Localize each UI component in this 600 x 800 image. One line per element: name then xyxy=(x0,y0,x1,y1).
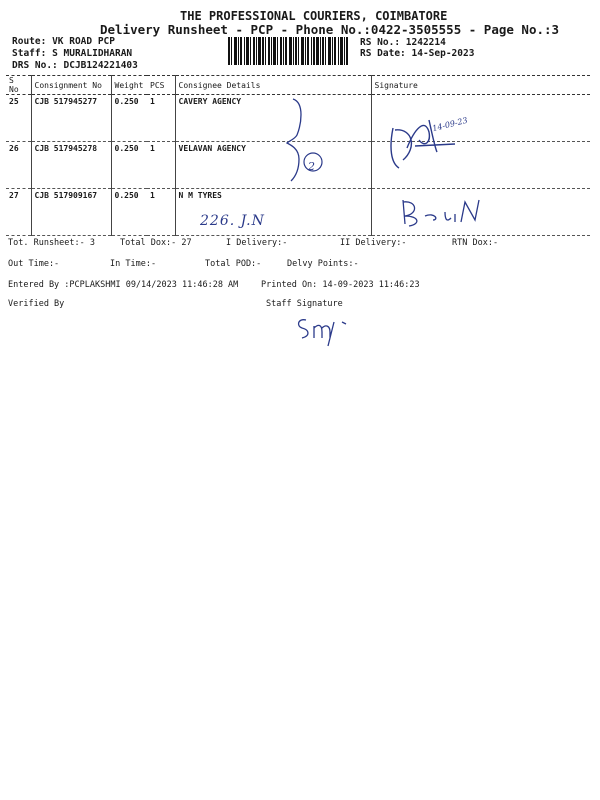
handwritten-count: 2 xyxy=(308,160,315,173)
staff-value: S MURALIDHARAN xyxy=(52,48,133,59)
staff-line xyxy=(12,48,132,59)
verified-by: Verified By xyxy=(8,299,65,309)
row-consignee: N M TYRES xyxy=(175,189,371,236)
row-weight: 0.250 xyxy=(111,189,147,236)
handwritten-date: 14-09-23 xyxy=(431,115,469,134)
row-pcs: 1 xyxy=(150,144,155,153)
drs-line xyxy=(12,60,138,71)
row-pcs: 1 xyxy=(150,191,155,200)
staff-label: Staff: xyxy=(12,48,47,59)
row-consignee: VELAVAN AGENCY xyxy=(175,142,371,189)
row-consignment: CJB 517945278 xyxy=(31,142,111,189)
row-weight: 0.250 xyxy=(111,95,147,142)
receiver-signature-row27 xyxy=(395,194,490,230)
row-consignee: CAVERY AGENCY xyxy=(175,95,371,142)
i-delivery: I Delivery:- xyxy=(226,238,288,248)
col-weight: Weight xyxy=(111,76,147,95)
rs-no-label: RS No.: xyxy=(360,37,401,48)
col-consignee: Consignee Details xyxy=(175,76,371,95)
table-header-row xyxy=(6,76,590,95)
total-dox: Total Dox:- 27 xyxy=(120,238,192,248)
tot-runsheet: Tot. Runsheet:- 3 xyxy=(8,238,95,248)
row-consignment: CJB 517909167 xyxy=(31,189,111,236)
printed-on: Printed On: 14-09-2023 11:46:23 xyxy=(261,280,420,290)
col-pcs: PCS xyxy=(150,80,165,90)
total-pod: Total POD:- xyxy=(205,259,262,269)
route-value: VK ROAD PCP xyxy=(52,36,115,47)
row-weight: 0.250 xyxy=(111,142,147,189)
runsheet-title: Delivery Runsheet - PCP - Phone No.:0422-3505555 - Page No.:3 xyxy=(100,22,560,37)
rs-date-label: RS Date: xyxy=(360,48,406,59)
delvy-points: Delvy Points:- xyxy=(287,259,359,269)
out-time: Out Time:- xyxy=(8,259,60,269)
row-sno: 27 xyxy=(9,191,19,200)
rtn-dox: RTN Dox:- xyxy=(452,238,499,248)
staff-signature-label: Staff Signature xyxy=(266,299,343,309)
row-pcs: 1 xyxy=(150,97,155,106)
col-consignment: Consignment No xyxy=(31,76,111,95)
row-consignment: CJB 517945277 xyxy=(31,95,111,142)
in-time: In Time:- xyxy=(110,259,157,269)
entered-by: Entered By :PCPLAKSHMI 09/14/2023 11:46:28 AM xyxy=(8,280,239,290)
barcode xyxy=(228,37,348,65)
rs-date-line xyxy=(360,48,474,59)
col-sno: S No xyxy=(9,76,19,94)
drs-label: DRS No.: xyxy=(12,60,58,71)
rs-no-line xyxy=(360,37,446,48)
ii-delivery: II Delivery:- xyxy=(340,238,407,248)
rs-date-value: 14-Sep-2023 xyxy=(411,48,475,59)
company-name: THE PROFESSIONAL COURIERS, COIMBATORE xyxy=(180,9,448,23)
route-line xyxy=(12,36,115,47)
row-sno: 25 xyxy=(9,97,19,106)
drs-value: DCJB124221403 xyxy=(63,60,138,71)
rs-no-value: 1242214 xyxy=(405,37,446,48)
table-row xyxy=(6,189,590,236)
row-sno: 26 xyxy=(9,144,19,153)
handwritten-note: 226. J.N xyxy=(200,213,265,229)
staff-signature xyxy=(292,312,362,350)
route-label: Route: xyxy=(12,36,47,47)
col-signature: Signature xyxy=(371,76,590,95)
